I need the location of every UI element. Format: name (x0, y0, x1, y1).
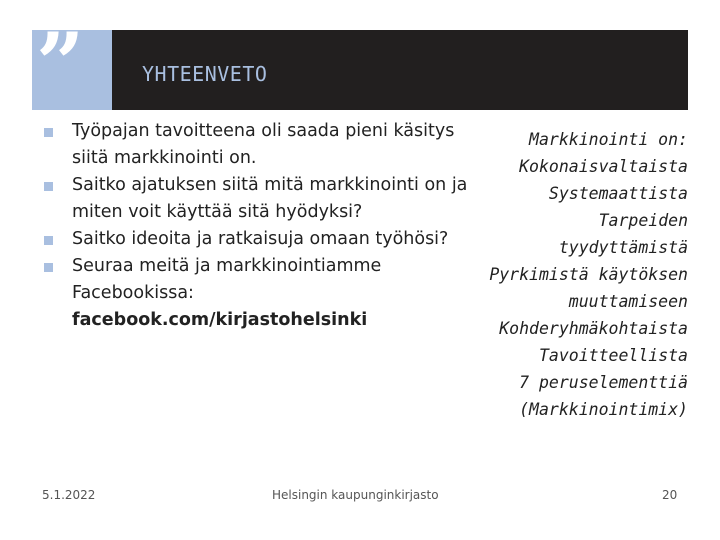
bullet-item (44, 172, 474, 226)
definition-line: (Markkinointimix) (519, 400, 688, 419)
definition-line: Tavoitteellista (538, 346, 688, 365)
bullet-text: Seuraa meitä ja markkinointiamme Facebookissa: (72, 256, 382, 303)
definition-line: Kokonaisvaltaista (519, 157, 688, 176)
facebook-link[interactable]: facebook.com/kirjastohelsinki (72, 310, 368, 330)
bullet-square-icon (44, 128, 53, 137)
bullet-text: Työpajan tavoitteena oli saada pieni käsitys siitä markkinointi on. (72, 121, 455, 168)
definition-line: Pyrkimistä käytöksen (489, 265, 688, 284)
bullet-text: Saitko ajatuksen siitä mitä markkinointi on ja miten voit käyttää sitä hyödyksi? (72, 175, 468, 222)
footer-date: 5.1.2022 (42, 488, 96, 502)
definition-line: tyydyttämistä (558, 238, 688, 257)
bullet-square-icon (44, 236, 53, 245)
bullet-item (44, 253, 474, 307)
slide-title: YHTEENVETO (142, 62, 268, 86)
definition-line: Markkinointi on: (529, 130, 688, 149)
footer-page-number: 20 (662, 488, 678, 502)
title-bar (112, 30, 688, 110)
bullet-square-icon (44, 182, 53, 191)
bullet-item (44, 118, 474, 172)
definition-line: Kohderyhmäkohtaista (499, 319, 688, 338)
definition-line: Systemaattista (548, 184, 688, 203)
bullet-text: Saitko ideoita ja ratkaisuja omaan työhösi? (72, 229, 449, 249)
quote-decoration (32, 14, 112, 113)
footer-organization: Helsingin kaupunginkirjasto (272, 488, 439, 502)
definition-line: 7 peruselementtiä (519, 373, 688, 392)
definition-line: muuttamiseen (568, 292, 688, 311)
marketing-definition (458, 126, 688, 423)
bullet-item (44, 226, 474, 253)
bullet-square-icon (44, 263, 53, 272)
bullet-list (44, 118, 474, 334)
definition-line: Tarpeiden (598, 211, 688, 230)
quote-mark-icon: ” (36, 14, 85, 113)
